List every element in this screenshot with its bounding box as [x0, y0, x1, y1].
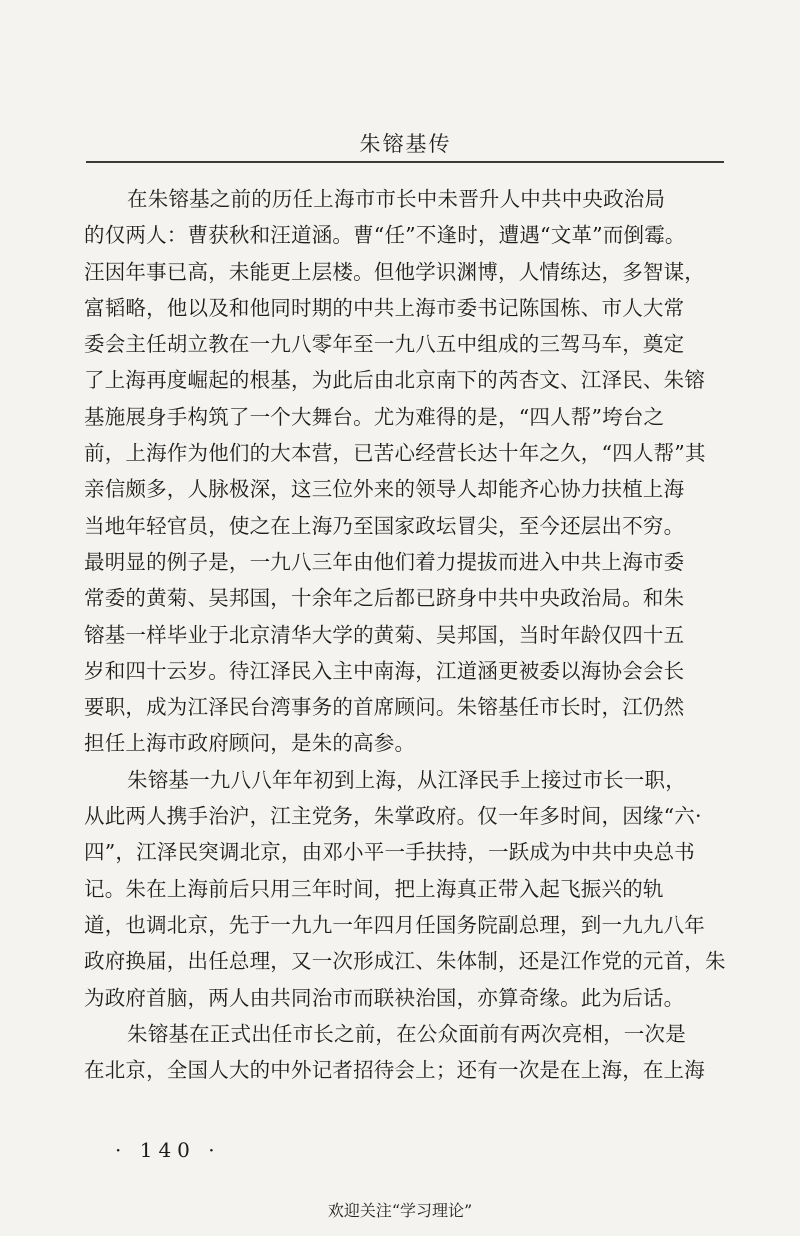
text-line: 的仅两人：曹获秋和汪道涵。曹“任”不逢时，遭遇“文革”而倒霉。: [84, 223, 686, 248]
text-line: 要职，成为江泽民台湾事务的首席顾问。朱镕基任市长时，江仍然: [84, 695, 685, 720]
footer-note: 欢迎关注“学习理论”: [327, 1201, 473, 1220]
header-rule: [86, 161, 724, 163]
text-line: 在朱镕基之前的历任上海市市长中未晋升人中共中央政治局: [127, 187, 666, 211]
text-line: 朱镕基一九八八年年初到上海，从江泽民手上接过市长一职，: [127, 767, 686, 792]
text-line: 基施展身手构筑了一个大舞台。尤为难得的是，“四人帮”垮台之: [84, 404, 665, 429]
text-line: 记。朱在上海前后只用三年时间，把上海真正带入起飞振兴的轨: [84, 876, 664, 901]
text-line: 亲信颇多，人脉极深，这三位外来的领导人却能齐心协力扶植上海: [84, 477, 685, 502]
text-line: 四”，江泽民突调北京，由邓小平一手扶持，一跃成为中共中央总书: [84, 840, 695, 865]
running-head-title: 朱镕基传: [359, 132, 452, 156]
text-line: 为政府首脑，两人由共同治市而联袂治国，亦算奇缘。此为后话。: [84, 985, 685, 1010]
text-line: 在北京，全国人大的中外记者招待会上；还有一次是在上海，在上海: [84, 1058, 705, 1083]
text-line: 委会主任胡立教在一九八零年至一九八五中组成的三驾马车，奠定: [84, 332, 685, 357]
text-line: 当地年轻官员，使之在上海乃至国家政坛冒尖，至今还层出不穷。: [84, 513, 685, 538]
text-line: 汪因年事已高，未能更上层楼。但他学识渊博，人情练达，多智谋，: [84, 259, 705, 284]
text-line: 岁和四十云岁。待江泽民入主中南海，江道涵更被委以海协会会长: [84, 658, 685, 683]
text-line: 道，也调北京，先于一九九一年四月任国务院副总理，到一九九八年: [84, 912, 705, 937]
text-line: 朱镕基在正式出任市长之前，在公众面前有两次亮相，一次是: [127, 1021, 686, 1046]
text-line: 从此两人携手治沪，江主党务，朱掌政府。仅一年多时间，因缘“六·: [84, 804, 702, 829]
text-line: 最明显的例子是，一九八三年由他们着力提拔而进入中共上海市委: [84, 549, 685, 574]
text-line: 常委的黄菊、吴邦国，十余年之后都已跻身中共中央政治局。和朱: [84, 586, 685, 611]
page-number: · 140 ·: [115, 1138, 221, 1162]
text-line: 政府换届，出任总理，又一次形成江、朱体制，还是江作党的元首，朱: [84, 949, 726, 974]
text-line: 富韬略，他以及和他同时期的中共上海市委书记陈国栋、市人大常: [84, 295, 685, 320]
text-line: 镕基一样毕业于北京清华大学的黄菊、吴邦国，当时年龄仅四十五: [84, 622, 685, 647]
text-line: 了上海再度崛起的根基，为此后由北京南下的芮杏文、江泽民、朱镕: [84, 368, 705, 393]
text-line: 前，上海作为他们的大本营，已苦心经营长达十年之久，“四人帮”其: [84, 441, 706, 466]
text-line: 担任上海市政府顾问，是朱的高参。: [84, 731, 416, 756]
body-text: [84, 181, 728, 1088]
